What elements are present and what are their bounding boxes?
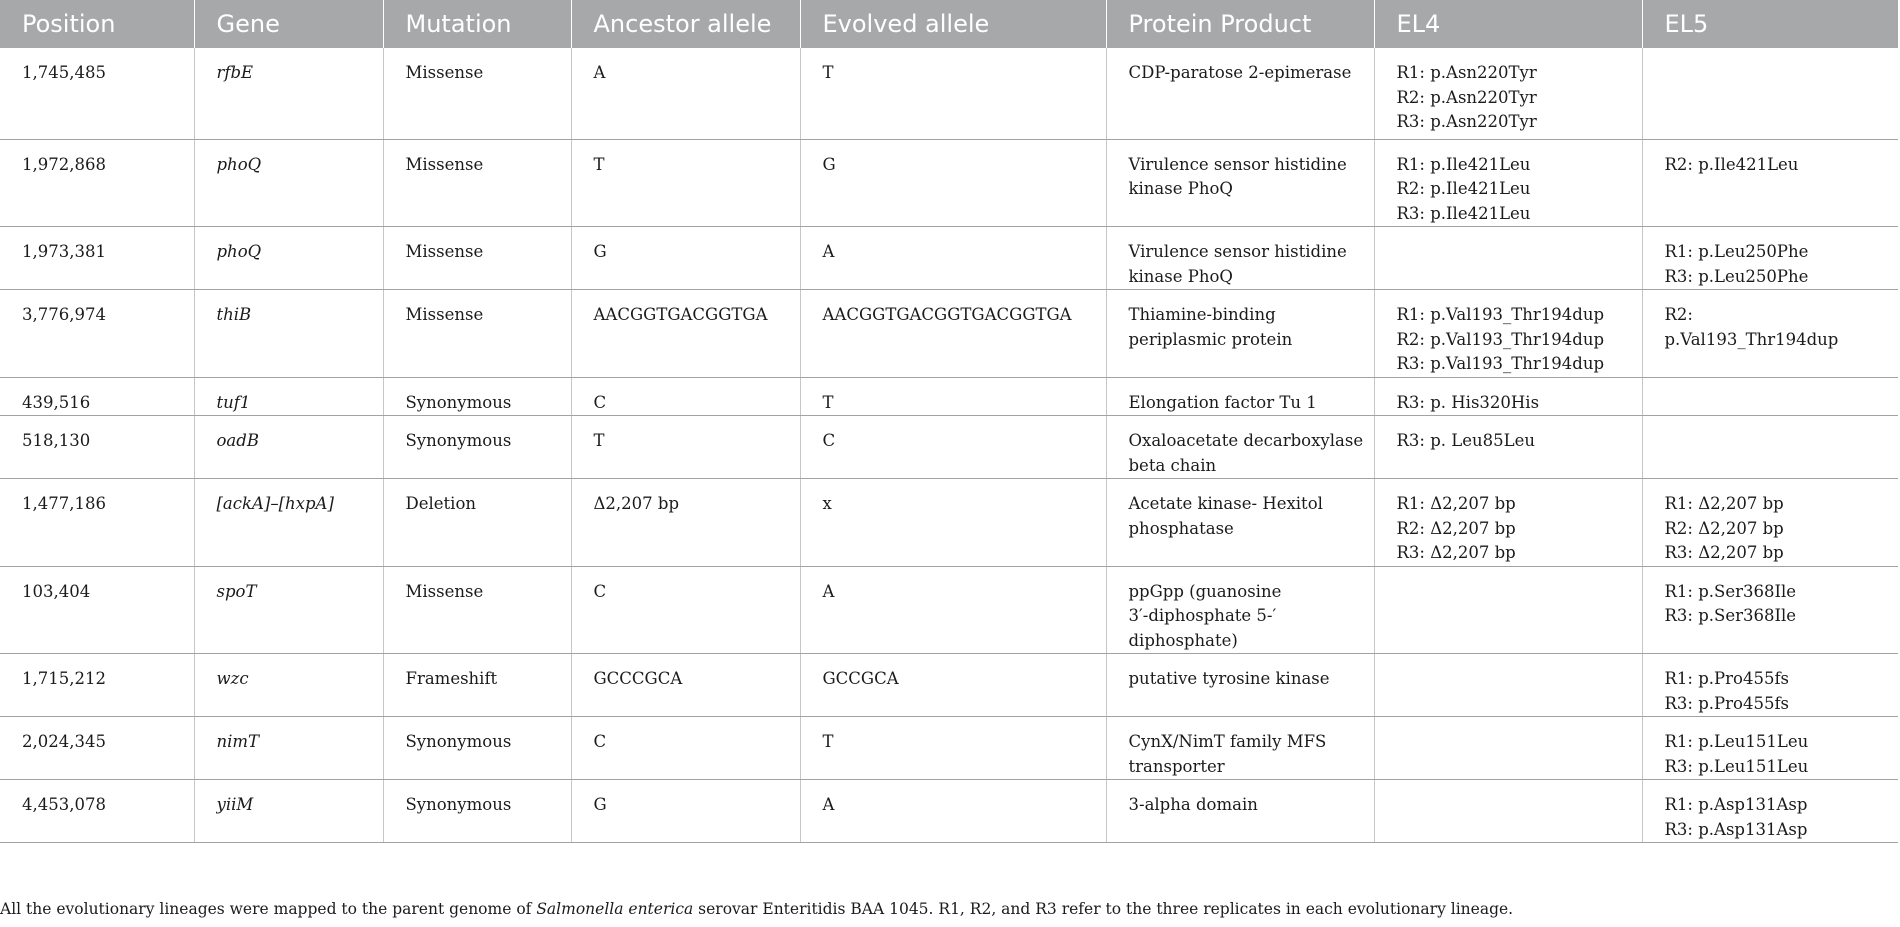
table-row xyxy=(0,566,1898,654)
cell-el5 xyxy=(1642,654,1898,717)
cell-gene: thiB xyxy=(194,290,383,378)
cell-protein-product-line: 3-alpha domain xyxy=(1128,795,1258,814)
table-row xyxy=(0,416,1898,479)
cell-ancestor-allele: G xyxy=(571,227,800,290)
cell-protein-product-line: ppGpp (guanosine xyxy=(1128,581,1282,601)
cell-el5-line: R3: p.Ser368Ile xyxy=(1664,606,1797,625)
table-row xyxy=(0,717,1898,780)
table-row xyxy=(0,227,1898,290)
cell-gene: spoT xyxy=(194,566,383,654)
cell-el4 xyxy=(1374,780,1642,843)
header-ancestor-allele: Ancestor allele xyxy=(571,0,800,48)
cell-mutation: Frameshift xyxy=(383,654,571,717)
cell-el5 xyxy=(1642,479,1898,567)
cell-el4 xyxy=(1374,139,1642,227)
table-body xyxy=(0,48,1898,843)
cell-el4-line: R3: Δ2,207 bp xyxy=(1396,543,1516,562)
cell-el5-line: R3: p.Pro455fs xyxy=(1664,693,1790,713)
cell-el5-line: R1: Δ2,207 bp xyxy=(1664,494,1784,513)
cell-el5-line: R2: Δ2,207 bp xyxy=(1664,518,1784,538)
table-row xyxy=(0,290,1898,378)
cell-evolved-allele: A xyxy=(800,566,1106,654)
cell-protein-product-line: Acetate kinase- Hexitol xyxy=(1128,494,1323,513)
cell-gene: tuf1 xyxy=(194,377,383,416)
footnote-text-before: All the evolutionary lineages were mapped to the parent genome of xyxy=(0,900,537,918)
cell-evolved-allele: G xyxy=(800,139,1106,227)
cell-evolved-allele: T xyxy=(800,48,1106,139)
cell-protein-product-line: CDP-paratose 2-epimerase xyxy=(1128,63,1352,82)
cell-el5-line: R3: Δ2,207 bp xyxy=(1664,543,1784,562)
cell-ancestor-allele: C xyxy=(571,566,800,654)
cell-evolved-allele: AACGGTGACGGTGACGGTGA xyxy=(800,290,1106,378)
cell-mutation: Synonymous xyxy=(383,416,571,479)
cell-el5-line: R2: p.Ile421Leu xyxy=(1664,154,1799,174)
cell-protein-product xyxy=(1106,377,1374,416)
cell-el4 xyxy=(1374,654,1642,717)
cell-el4-line: R3: p. Leu85Leu xyxy=(1396,431,1535,450)
cell-el5 xyxy=(1642,227,1898,290)
cell-el5 xyxy=(1642,416,1898,479)
header-el5: EL5 xyxy=(1642,0,1898,48)
cell-mutation: Deletion xyxy=(383,479,571,567)
cell-el5 xyxy=(1642,780,1898,843)
cell-el5-line: R1: p.Asp131Asp xyxy=(1664,795,1808,814)
cell-ancestor-allele: Δ2,207 bp xyxy=(571,479,800,567)
cell-el4-line: R3: p. His320His xyxy=(1396,392,1540,412)
cell-position: 1,972,868 xyxy=(0,139,194,227)
cell-protein-product-line: kinase PhoQ xyxy=(1128,266,1233,286)
cell-ancestor-allele: C xyxy=(571,717,800,780)
cell-ancestor-allele: AACGGTGACGGTGA xyxy=(571,290,800,378)
cell-evolved-allele: T xyxy=(800,377,1106,416)
cell-el5-line: R3: p.Asp131Asp xyxy=(1664,819,1808,839)
cell-el5 xyxy=(1642,139,1898,227)
cell-mutation: Missense xyxy=(383,566,571,654)
cell-el5 xyxy=(1642,566,1898,654)
cell-protein-product-line: 3′-diphosphate 5-′ xyxy=(1128,606,1277,625)
cell-el4-line: R1: p.Asn220Tyr xyxy=(1396,63,1537,82)
cell-position: 518,130 xyxy=(0,416,194,479)
cell-el5-line: R3: p.Leu151Leu xyxy=(1664,756,1809,776)
header-mutation: Mutation xyxy=(383,0,571,48)
cell-protein-product xyxy=(1106,227,1374,290)
table-row xyxy=(0,780,1898,843)
cell-mutation: Missense xyxy=(383,139,571,227)
table-header-row xyxy=(0,0,1898,48)
cell-protein-product-line: phosphatase xyxy=(1128,518,1234,538)
cell-ancestor-allele: C xyxy=(571,377,800,416)
cell-evolved-allele: A xyxy=(800,780,1106,843)
cell-protein-product-line: transporter xyxy=(1128,756,1225,776)
cell-protein-product-line: Oxaloacetate decarboxylase xyxy=(1128,431,1364,450)
cell-el4-line: R2: p.Val193_Thr194dup xyxy=(1396,329,1605,349)
cell-protein-product-line: kinase PhoQ xyxy=(1128,179,1233,198)
cell-protein-product-line: Virulence sensor histidine xyxy=(1128,242,1347,261)
cell-evolved-allele: x xyxy=(800,479,1106,567)
cell-el5-line: R1: p.Pro455fs xyxy=(1664,669,1790,688)
cell-el4 xyxy=(1374,416,1642,479)
cell-evolved-allele: C xyxy=(800,416,1106,479)
table-row xyxy=(0,377,1898,416)
cell-protein-product xyxy=(1106,479,1374,567)
cell-protein-product xyxy=(1106,290,1374,378)
cell-el5 xyxy=(1642,290,1898,378)
cell-ancestor-allele: T xyxy=(571,416,800,479)
cell-gene: [ackA]–[hxpA] xyxy=(194,479,383,567)
cell-el5-line: R1: p.Ser368Ile xyxy=(1664,581,1797,601)
cell-el4-line: R3: p.Ile421Leu xyxy=(1396,203,1531,223)
cell-el4 xyxy=(1374,227,1642,290)
cell-el4-line: R1: p.Val193_Thr194dup xyxy=(1396,305,1605,324)
cell-gene: rfbE xyxy=(194,48,383,139)
cell-position: 103,404 xyxy=(0,566,194,654)
cell-ancestor-allele: A xyxy=(571,48,800,139)
cell-el4 xyxy=(1374,290,1642,378)
cell-el5 xyxy=(1642,48,1898,139)
cell-mutation: Missense xyxy=(383,227,571,290)
cell-evolved-allele: T xyxy=(800,717,1106,780)
cell-mutation: Synonymous xyxy=(383,717,571,780)
cell-gene: wzc xyxy=(194,654,383,717)
cell-position: 1,973,381 xyxy=(0,227,194,290)
cell-protein-product xyxy=(1106,139,1374,227)
cell-el4-line: R3: p.Val193_Thr194dup xyxy=(1396,354,1605,373)
cell-el5-line: R2: xyxy=(1664,305,1693,324)
cell-el4-line: R1: Δ2,207 bp xyxy=(1396,494,1516,513)
cell-gene: yiiM xyxy=(194,780,383,843)
header-el4: EL4 xyxy=(1374,0,1642,48)
cell-protein-product xyxy=(1106,566,1374,654)
cell-el4 xyxy=(1374,717,1642,780)
cell-mutation: Synonymous xyxy=(383,780,571,843)
cell-position: 1,715,212 xyxy=(0,654,194,717)
table-row xyxy=(0,48,1898,139)
cell-position: 4,453,078 xyxy=(0,780,194,843)
cell-el5-line: R1: p.Leu250Phe xyxy=(1664,242,1809,261)
footnote-species: Salmonella enterica xyxy=(536,900,694,918)
cell-el4 xyxy=(1374,48,1642,139)
cell-el4-line: R2: p.Ile421Leu xyxy=(1396,179,1531,198)
cell-el5 xyxy=(1642,377,1898,416)
cell-protein-product-line: Elongation factor Tu 1 xyxy=(1128,392,1317,412)
cell-mutation: Synonymous xyxy=(383,377,571,416)
cell-gene: oadB xyxy=(194,416,383,479)
cell-protein-product-line: Virulence sensor histidine xyxy=(1128,154,1347,174)
cell-position: 1,477,186 xyxy=(0,479,194,567)
cell-el4-line: R2: p.Asn220Tyr xyxy=(1396,87,1537,107)
cell-el5-line: R1: p.Leu151Leu xyxy=(1664,732,1809,751)
cell-position: 439,516 xyxy=(0,377,194,416)
cell-ancestor-allele: G xyxy=(571,780,800,843)
cell-protein-product-line: Thiamine-binding xyxy=(1128,305,1276,324)
table-row xyxy=(0,479,1898,567)
cell-protein-product-line: beta chain xyxy=(1128,455,1217,475)
cell-protein-product xyxy=(1106,780,1374,843)
cell-mutation: Missense xyxy=(383,48,571,139)
cell-position: 1,745,485 xyxy=(0,48,194,139)
cell-el4 xyxy=(1374,479,1642,567)
footnote-text-after: serovar Enteritidis BAA 1045. R1, R2, and R3 refer to the three replicates in each evolutionary lineage. xyxy=(693,900,1514,918)
table-footnote xyxy=(0,900,1513,918)
header-gene: Gene xyxy=(194,0,383,48)
cell-position: 2,024,345 xyxy=(0,717,194,780)
cell-protein-product xyxy=(1106,48,1374,139)
cell-position: 3,776,974 xyxy=(0,290,194,378)
cell-gene: nimT xyxy=(194,717,383,780)
table-row xyxy=(0,139,1898,227)
cell-protein-product-line: periplasmic protein xyxy=(1128,329,1293,349)
cell-el4-line: R3: p.Asn220Tyr xyxy=(1396,112,1537,131)
header-evolved-allele: Evolved allele xyxy=(800,0,1106,48)
cell-evolved-allele: A xyxy=(800,227,1106,290)
cell-gene: phoQ xyxy=(194,227,383,290)
cell-evolved-allele: GCCGCA xyxy=(800,654,1106,717)
cell-protein-product xyxy=(1106,717,1374,780)
cell-protein-product-line: putative tyrosine kinase xyxy=(1128,669,1330,688)
cell-protein-product xyxy=(1106,654,1374,717)
cell-el4 xyxy=(1374,566,1642,654)
header-protein-product: Protein Product xyxy=(1106,0,1374,48)
cell-el4-line: R1: p.Ile421Leu xyxy=(1396,154,1531,174)
cell-el5-line: R3: p.Leu250Phe xyxy=(1664,266,1809,286)
cell-protein-product xyxy=(1106,416,1374,479)
cell-el4 xyxy=(1374,377,1642,416)
cell-gene: phoQ xyxy=(194,139,383,227)
cell-ancestor-allele: T xyxy=(571,139,800,227)
cell-mutation: Missense xyxy=(383,290,571,378)
cell-el4-line: R2: Δ2,207 bp xyxy=(1396,518,1516,538)
header-position: Position xyxy=(0,0,194,48)
cell-protein-product-line: diphosphate) xyxy=(1128,630,1238,650)
cell-el5 xyxy=(1642,717,1898,780)
cell-protein-product-line: CynX/NimT family MFS xyxy=(1128,732,1327,751)
cell-el5-line: p.Val193_Thr194dup xyxy=(1664,329,1839,349)
cell-ancestor-allele: GCCCGCA xyxy=(571,654,800,717)
table-row xyxy=(0,654,1898,717)
